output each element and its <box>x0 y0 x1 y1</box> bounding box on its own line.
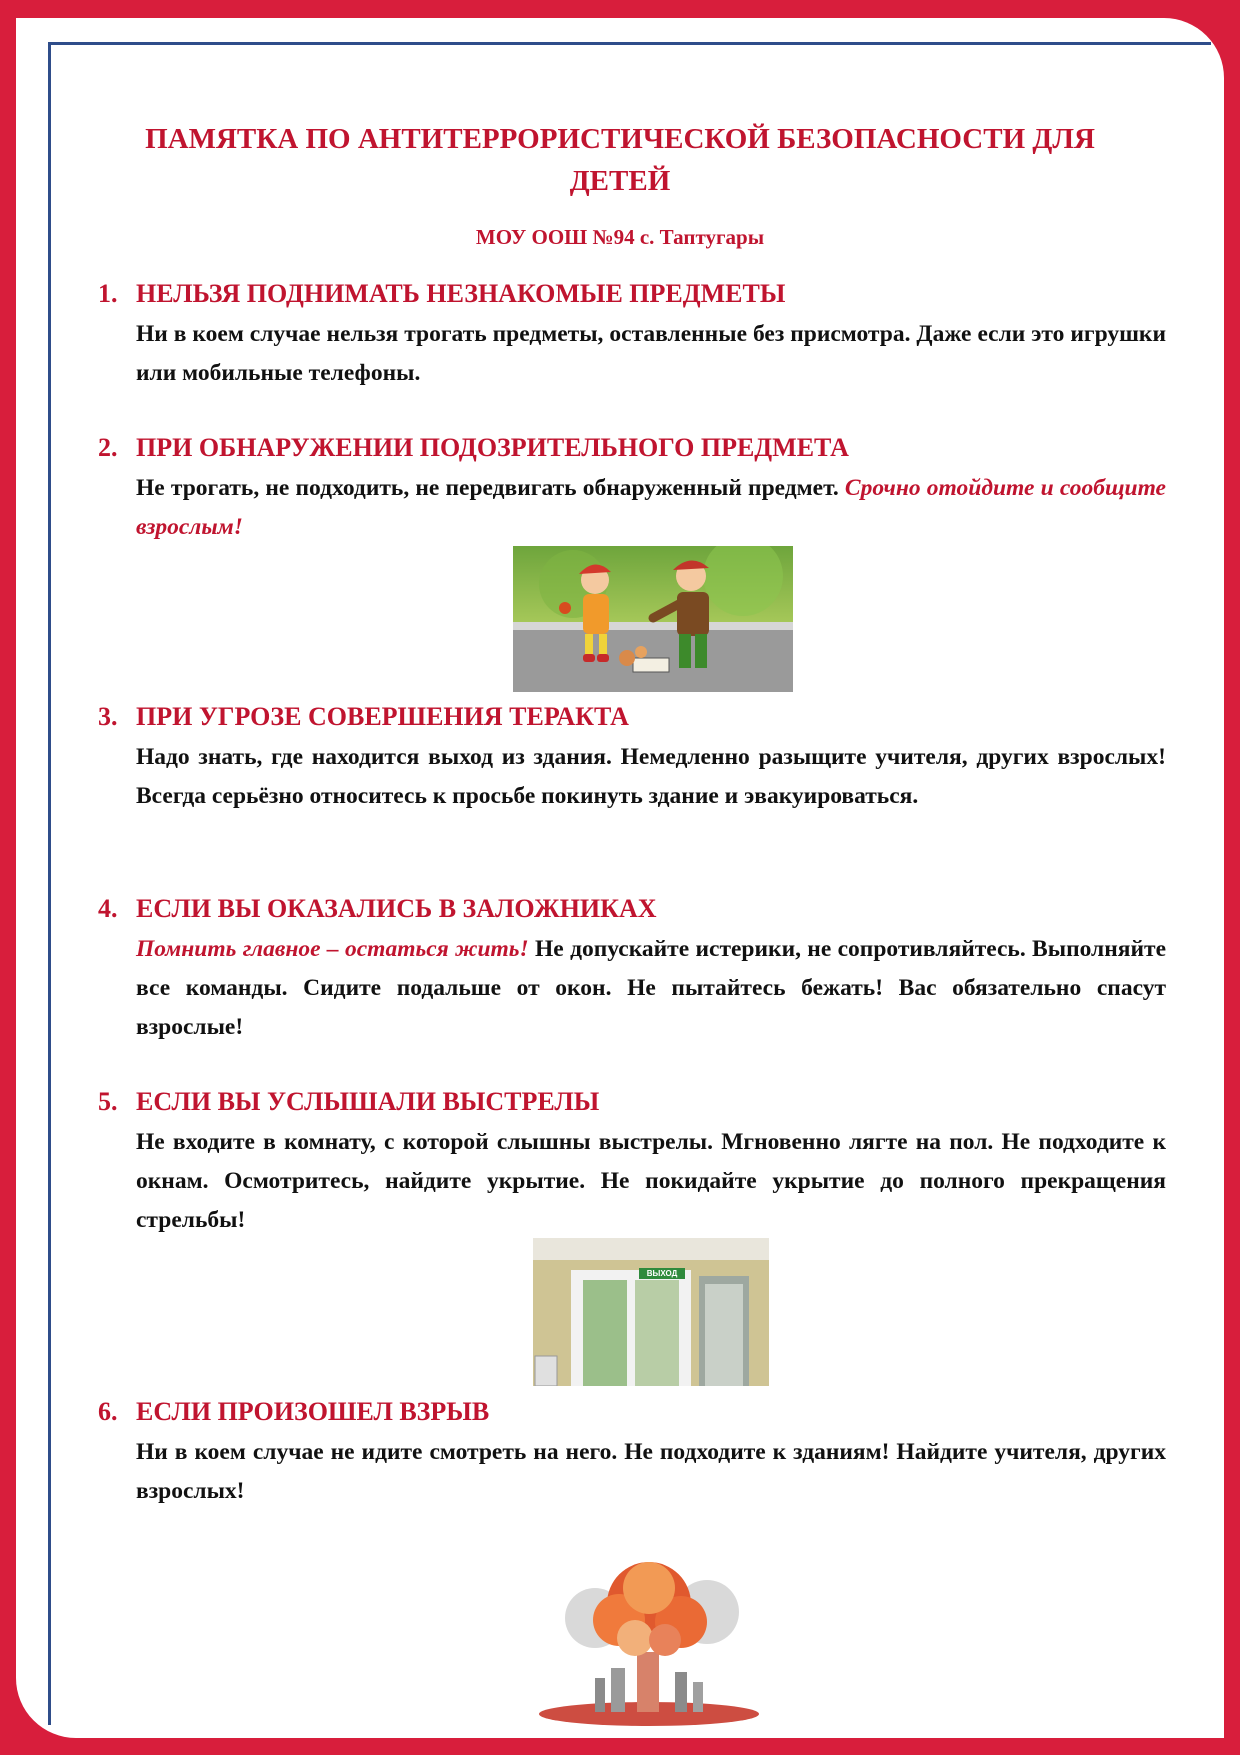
section-number: 6. <box>98 1397 118 1426</box>
children-suspicious-item-illustration <box>513 546 793 692</box>
highlight-text: Срочно отойдите и сообщите взрослым! <box>136 475 1166 540</box>
section-number: 4. <box>98 894 118 923</box>
section-title: ЕСЛИ ВЫ ОКАЗАЛИСЬ В ЗАЛОЖНИКАХ <box>136 894 657 923</box>
section-heading <box>98 1084 1166 1120</box>
highlight-text: Помнить главное – остаться жить! <box>136 936 529 962</box>
title-line-1: ПАМЯТКА ПО АНТИТЕРРОРИСТИЧЕСКОЙ БЕЗОПАСНОСТИ ДЛЯ <box>145 123 1095 155</box>
section-1 <box>98 276 1166 393</box>
section-body: Ни в коем случае нельзя трогать предметы, оставленные без присмотра. Даже если это игрушки или мобильные телефоны. <box>136 321 1166 386</box>
explosion-illustration <box>525 1548 773 1728</box>
exit-sign: ВЫХОД <box>646 1269 678 1278</box>
exit-door-icon <box>533 1238 769 1386</box>
body-text: Не допускайте истерики, не сопротивляйтесь. Выполняйте все команды. Сидите подальше от окон. Не пытайтесь бежать! Вас обязательно спасут взрослые! <box>136 936 1167 1040</box>
body-text: Не трогать, не подходить, не передвигать обнаруженный предмет. <box>136 475 839 501</box>
section-body: Надо знать, где находится выход из здания. Немедленно разыщите учителя, других взрослых! Всегда серьёзно относитесь к просьбе покинуть здание и эвакуироваться. <box>136 744 1166 809</box>
section-title: НЕЛЬЗЯ ПОДНИМАТЬ НЕЗНАКОМЫЕ ПРЕДМЕТЫ <box>136 279 786 308</box>
section-body <box>136 930 1166 1047</box>
section-body: Ни в коем случае не идите смотреть на него. Не подходите к зданиям! Найдите учителя, других взрослых! <box>136 1439 1166 1504</box>
section-heading <box>98 1394 1166 1430</box>
section-3 <box>98 699 1166 816</box>
section-number: 2. <box>98 433 118 462</box>
section-number: 1. <box>98 279 118 308</box>
children-illustration-icon <box>513 546 793 692</box>
section-2 <box>98 430 1166 547</box>
section-5 <box>98 1084 1166 1240</box>
section-number: 3. <box>98 702 118 731</box>
section-4 <box>98 891 1166 1047</box>
explosion-icon <box>525 1548 773 1728</box>
section-heading <box>98 699 1166 735</box>
section-heading <box>98 430 1166 466</box>
document-title <box>80 118 1160 202</box>
section-body: Не входите в комнату, с которой слышны выстрелы. Мгновенно лягте на пол. Не подходите к окнам. Осмотритесь, найдите укрытие. Не покидайте укрытие до полного прекращения стрельбы! <box>136 1129 1166 1233</box>
section-title: ЕСЛИ ВЫ УСЛЫШАЛИ ВЫСТРЕЛЫ <box>136 1087 600 1116</box>
school-name: МОУ ООШ №94 с. Таптугары <box>475 225 765 249</box>
section-heading <box>98 276 1166 312</box>
section-body <box>136 469 1166 547</box>
section-number: 5. <box>98 1087 118 1116</box>
title-line-2: ДЕТЕЙ <box>569 165 671 197</box>
section-heading <box>98 891 1166 927</box>
section-title: ЕСЛИ ПРОИЗОШЕЛ ВЗРЫВ <box>136 1397 490 1426</box>
section-6 <box>98 1394 1166 1511</box>
section-title: ПРИ УГРОЗЕ СОВЕРШЕНИЯ ТЕРАКТА <box>136 702 629 731</box>
school-exit-photo <box>533 1238 769 1386</box>
section-title: ПРИ ОБНАРУЖЕНИИ ПОДОЗРИТЕЛЬНОГО ПРЕДМЕТА <box>136 433 849 462</box>
